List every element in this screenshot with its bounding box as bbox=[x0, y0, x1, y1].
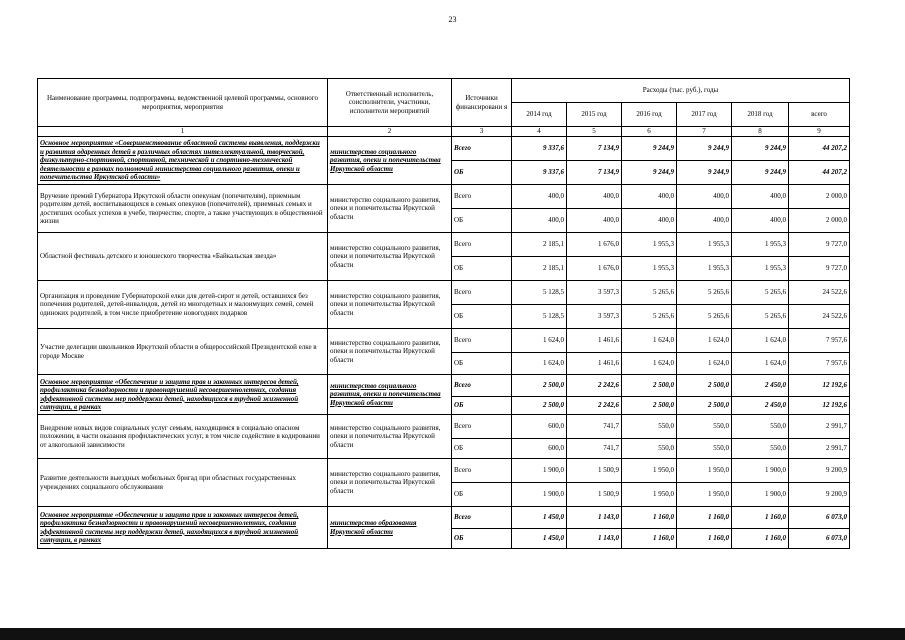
total-value: 7 957,6 bbox=[789, 329, 850, 353]
total-value: 7 957,6 bbox=[789, 353, 850, 375]
year-value: 7 134,9 bbox=[567, 137, 622, 161]
year-value: 2 500,0 bbox=[622, 397, 677, 415]
funding-source: Всего bbox=[452, 329, 512, 353]
table-body bbox=[38, 137, 850, 549]
table-row bbox=[38, 329, 850, 353]
funding-source: ОБ bbox=[452, 439, 512, 459]
activity-name bbox=[38, 459, 328, 507]
year-value: 1 900,0 bbox=[732, 459, 789, 483]
total-value: 6 073,0 bbox=[789, 507, 850, 529]
expenses-table bbox=[37, 78, 850, 549]
activity-name-text: Организация и проведение Губернаторской елки для детей-сирот и детей, оставшихся без попечения родителей, детей-инвалидов, детей из многодетных и малоимущих семей, семей одиноких родителей, в том числе приобретение новогодних подарков bbox=[40, 291, 314, 317]
activity-name-text: Вручение премий Губернатора Иркутской области опекунам (попечителям), приемным родителям детей, воспитывающихся в семьях опекунов (попечителей), приемных семьях и достигших особых успехов в учебе, творчестве, спорте, а также участвующих в общественной жизни bbox=[40, 191, 323, 225]
executor-text: министерство образования Иркутской области bbox=[330, 519, 417, 536]
total-value: 12 192,6 bbox=[789, 397, 850, 415]
year-value: 1 461,6 bbox=[567, 329, 622, 353]
year-value: 400,0 bbox=[567, 209, 622, 233]
year-value: 400,0 bbox=[622, 185, 677, 209]
total-value: 12 192,6 bbox=[789, 375, 850, 397]
executor-text: министерство социального развития, опеки и попечительства Иркутской области bbox=[330, 423, 441, 449]
total-value: 24 522,6 bbox=[789, 305, 850, 329]
funding-source: Всего bbox=[452, 137, 512, 161]
year-value: 1 955,3 bbox=[622, 233, 677, 257]
year-value: 600,0 bbox=[512, 439, 567, 459]
total-value: 9 200,9 bbox=[789, 459, 850, 483]
funding-source: ОБ bbox=[452, 483, 512, 507]
year-value: 2 500,0 bbox=[512, 397, 567, 415]
column-number: 7 bbox=[677, 127, 732, 137]
total-value: 2 991,7 bbox=[789, 439, 850, 459]
table-row bbox=[38, 459, 850, 483]
year-value: 1 676,0 bbox=[567, 233, 622, 257]
total-value: 2 000,0 bbox=[789, 185, 850, 209]
header-year-2016: 2016 год bbox=[622, 103, 677, 127]
activity-name-text: Основное мероприятие «Обеспечение и защита прав и законных интересов детей, профилактика безнадзорности и правонарушений несовершеннолетних, создания эффективной системы мер поддержки детей, находящихся в трудной жизненной ситуации, в рамках bbox=[40, 510, 299, 544]
year-value: 1 950,0 bbox=[677, 483, 732, 507]
activity-executor bbox=[328, 137, 452, 185]
year-value: 5 265,6 bbox=[622, 281, 677, 305]
executor-text: министерство социального развития, опеки и попечительства Иркутской области bbox=[330, 469, 441, 495]
year-value: 550,0 bbox=[622, 439, 677, 459]
year-value: 9 244,9 bbox=[732, 161, 789, 185]
year-value: 3 597,3 bbox=[567, 281, 622, 305]
year-value: 1 450,0 bbox=[512, 529, 567, 549]
year-value: 2 185,1 bbox=[512, 257, 567, 281]
activity-name bbox=[38, 233, 328, 281]
year-value: 9 337,6 bbox=[512, 161, 567, 185]
year-value: 1 143,0 bbox=[567, 529, 622, 549]
executor-text: министерство социального развития, опеки и попечительства Иркутской области bbox=[330, 195, 441, 221]
funding-source: ОБ bbox=[452, 209, 512, 233]
column-number: 2 bbox=[328, 127, 452, 137]
year-value: 550,0 bbox=[622, 415, 677, 439]
column-number: 1 bbox=[38, 127, 328, 137]
year-value: 400,0 bbox=[732, 209, 789, 233]
year-value: 1 955,3 bbox=[677, 233, 732, 257]
year-value: 2 185,1 bbox=[512, 233, 567, 257]
year-value: 741,7 bbox=[567, 415, 622, 439]
header-expenses: Расходы (тыс. руб.), годы bbox=[512, 79, 850, 103]
header-year-2018: 2018 год bbox=[732, 103, 789, 127]
total-value: 9 727,0 bbox=[789, 257, 850, 281]
year-value: 1 950,0 bbox=[622, 459, 677, 483]
activity-name-text: Основное мероприятие «Обеспечение и защита прав и законных интересов детей, профилактика безнадзорности и правонарушений несовершеннолетних, создания эффективной системы мер поддержки детей, находящихся в трудной жизненной ситуации, в рамках bbox=[40, 377, 299, 411]
year-value: 2 242,6 bbox=[567, 375, 622, 397]
activity-executor bbox=[328, 375, 452, 415]
year-value: 1 676,0 bbox=[567, 257, 622, 281]
year-value: 7 134,9 bbox=[567, 161, 622, 185]
table-row bbox=[38, 137, 850, 161]
funding-source: ОБ bbox=[452, 353, 512, 375]
year-value: 1 900,0 bbox=[512, 459, 567, 483]
year-value: 1 900,0 bbox=[512, 483, 567, 507]
funding-source: ОБ bbox=[452, 257, 512, 281]
year-value: 400,0 bbox=[512, 185, 567, 209]
year-value: 1 900,0 bbox=[732, 483, 789, 507]
table-row bbox=[38, 185, 850, 209]
total-value: 24 522,6 bbox=[789, 281, 850, 305]
header-year-2017: 2017 год bbox=[677, 103, 732, 127]
activity-name bbox=[38, 185, 328, 233]
column-number: 4 bbox=[512, 127, 567, 137]
year-value: 5 128,5 bbox=[512, 281, 567, 305]
year-value: 1 624,0 bbox=[677, 329, 732, 353]
total-value: 2 991,7 bbox=[789, 415, 850, 439]
year-value: 1 955,3 bbox=[677, 257, 732, 281]
activity-executor bbox=[328, 507, 452, 549]
year-value: 1 500,9 bbox=[567, 459, 622, 483]
year-value: 1 624,0 bbox=[622, 353, 677, 375]
activity-name bbox=[38, 281, 328, 329]
header-source: Источники финансировани я bbox=[452, 79, 512, 127]
header-year-2014: 2014 год bbox=[512, 103, 567, 127]
activity-name bbox=[38, 329, 328, 375]
funding-source: ОБ bbox=[452, 161, 512, 185]
year-value: 1 160,0 bbox=[677, 529, 732, 549]
year-value: 1 624,0 bbox=[732, 329, 789, 353]
funding-source: Всего bbox=[452, 415, 512, 439]
table-row bbox=[38, 415, 850, 439]
year-value: 1 624,0 bbox=[732, 353, 789, 375]
funding-source: Всего bbox=[452, 233, 512, 257]
year-value: 600,0 bbox=[512, 415, 567, 439]
year-value: 1 955,3 bbox=[732, 233, 789, 257]
activity-name bbox=[38, 415, 328, 459]
year-value: 9 244,9 bbox=[622, 161, 677, 185]
column-number: 6 bbox=[622, 127, 677, 137]
year-value: 9 244,9 bbox=[677, 161, 732, 185]
table-row bbox=[38, 507, 850, 529]
column-number: 8 bbox=[732, 127, 789, 137]
table-row bbox=[38, 281, 850, 305]
total-value: 44 207,2 bbox=[789, 161, 850, 185]
year-value: 5 265,6 bbox=[732, 305, 789, 329]
year-value: 550,0 bbox=[677, 415, 732, 439]
executor-text: министерство социального развития, опеки и попечительства Иркутской области bbox=[330, 381, 441, 407]
year-value: 400,0 bbox=[677, 209, 732, 233]
year-value: 550,0 bbox=[677, 439, 732, 459]
year-value: 1 955,3 bbox=[732, 257, 789, 281]
year-value: 2 450,0 bbox=[732, 397, 789, 415]
year-value: 9 244,9 bbox=[677, 137, 732, 161]
year-value: 1 143,0 bbox=[567, 507, 622, 529]
total-value: 2 000,0 bbox=[789, 209, 850, 233]
year-value: 1 624,0 bbox=[512, 329, 567, 353]
funding-source: ОБ bbox=[452, 305, 512, 329]
year-value: 400,0 bbox=[677, 185, 732, 209]
year-value: 5 265,6 bbox=[622, 305, 677, 329]
year-value: 5 265,6 bbox=[677, 281, 732, 305]
table-row bbox=[38, 233, 850, 257]
activity-name-text: Областной фестиваль детского и юношеского творчества «Байкальская звезда» bbox=[40, 252, 277, 261]
total-value: 9 200,9 bbox=[789, 483, 850, 507]
executor-text: министерство социального развития, опеки и попечительства Иркутской области bbox=[330, 338, 441, 364]
table-row bbox=[38, 375, 850, 397]
year-value: 400,0 bbox=[622, 209, 677, 233]
year-value: 9 337,6 bbox=[512, 137, 567, 161]
header-executor: Ответственный исполнитель, соисполнители, участники, исполнители мероприятий bbox=[328, 79, 452, 127]
year-value: 550,0 bbox=[732, 415, 789, 439]
total-value: 9 727,0 bbox=[789, 233, 850, 257]
year-value: 1 500,9 bbox=[567, 483, 622, 507]
year-value: 5 265,6 bbox=[677, 305, 732, 329]
year-value: 1 160,0 bbox=[622, 529, 677, 549]
funding-source: ОБ bbox=[452, 397, 512, 415]
main-activity-name bbox=[38, 137, 328, 185]
year-value: 1 160,0 bbox=[677, 507, 732, 529]
year-value: 2 500,0 bbox=[677, 375, 732, 397]
year-value: 1 450,0 bbox=[512, 507, 567, 529]
year-value: 1 955,3 bbox=[622, 257, 677, 281]
page-number: 23 bbox=[448, 15, 457, 24]
year-value: 5 128,5 bbox=[512, 305, 567, 329]
year-value: 1 624,0 bbox=[677, 353, 732, 375]
year-value: 1 461,6 bbox=[567, 353, 622, 375]
main-activity-name bbox=[38, 375, 328, 415]
main-activity-name bbox=[38, 507, 328, 549]
year-value: 400,0 bbox=[512, 209, 567, 233]
year-value: 9 244,9 bbox=[732, 137, 789, 161]
year-value: 1 160,0 bbox=[732, 529, 789, 549]
year-value: 3 597,3 bbox=[567, 305, 622, 329]
year-value: 1 160,0 bbox=[622, 507, 677, 529]
year-value: 550,0 bbox=[732, 439, 789, 459]
year-value: 5 265,6 bbox=[732, 281, 789, 305]
year-value: 2 500,0 bbox=[622, 375, 677, 397]
activity-name-text: Развитие деятельности выездных мобильных бригад при областных государственных учреждениях социального обслуживания bbox=[40, 474, 297, 491]
year-value: 400,0 bbox=[567, 185, 622, 209]
column-number: 3 bbox=[452, 127, 512, 137]
year-value: 9 244,9 bbox=[622, 137, 677, 161]
year-value: 400,0 bbox=[732, 185, 789, 209]
activity-name-text: Внедрение новых видов социальных услуг семьям, находящимся в социально опасном положении, в части оказания профилактических услуг, в том числе содействие в кодировании от алкогольной зависимости bbox=[40, 423, 320, 449]
scan-edge bbox=[0, 628, 905, 640]
executor-text: министерство социального развития, опеки и попечительства Иркутской области bbox=[330, 243, 441, 269]
year-value: 2 500,0 bbox=[512, 375, 567, 397]
funding-source: Всего bbox=[452, 375, 512, 397]
total-value: 6 073,0 bbox=[789, 529, 850, 549]
funding-source: Всего bbox=[452, 281, 512, 305]
column-number: 9 bbox=[789, 127, 850, 137]
funding-source: Всего bbox=[452, 507, 512, 529]
activity-executor bbox=[328, 233, 452, 281]
year-value: 1 624,0 bbox=[622, 329, 677, 353]
funding-source: ОБ bbox=[452, 529, 512, 549]
activity-executor bbox=[328, 415, 452, 459]
funding-source: Всего bbox=[452, 185, 512, 209]
year-value: 2 450,0 bbox=[732, 375, 789, 397]
year-value: 1 624,0 bbox=[512, 353, 567, 375]
activity-executor bbox=[328, 185, 452, 233]
header-total: всего bbox=[789, 103, 850, 127]
year-value: 2 500,0 bbox=[677, 397, 732, 415]
year-value: 741,7 bbox=[567, 439, 622, 459]
activity-name-text: Основное мероприятие «Совершенствование областной системы выявления, поддержки и развития одаренных детей в различных областях интеллектуальной, творческой, физкультурно-спортивной, спортивной, технической и спортивно-технической деятельности в рамках полномочий министерства социального развития, опеки и попечительства Иркутской области» bbox=[40, 139, 320, 182]
year-value: 1 950,0 bbox=[677, 459, 732, 483]
total-value: 44 207,2 bbox=[789, 137, 850, 161]
activity-name-text: Участие делегации школьников Иркутской области в общероссийской Президентской елке в городе Москве bbox=[40, 343, 317, 360]
header-year-2015: 2015 год bbox=[567, 103, 622, 127]
activity-executor bbox=[328, 329, 452, 375]
year-value: 2 242,6 bbox=[567, 397, 622, 415]
executor-text: министерство социального развития, опеки и попечительства Иркутской области bbox=[330, 147, 441, 173]
executor-text: министерство социального развития, опеки и попечительства Иркутской области bbox=[330, 291, 441, 317]
year-value: 1 160,0 bbox=[732, 507, 789, 529]
header-name: Наименование программы, подпрограммы, ведомственной целевой программы, основного мероприятия, мероприятия bbox=[38, 79, 328, 127]
activity-executor bbox=[328, 281, 452, 329]
year-value: 1 950,0 bbox=[622, 483, 677, 507]
funding-source: Всего bbox=[452, 459, 512, 483]
column-number: 5 bbox=[567, 127, 622, 137]
activity-executor bbox=[328, 459, 452, 507]
